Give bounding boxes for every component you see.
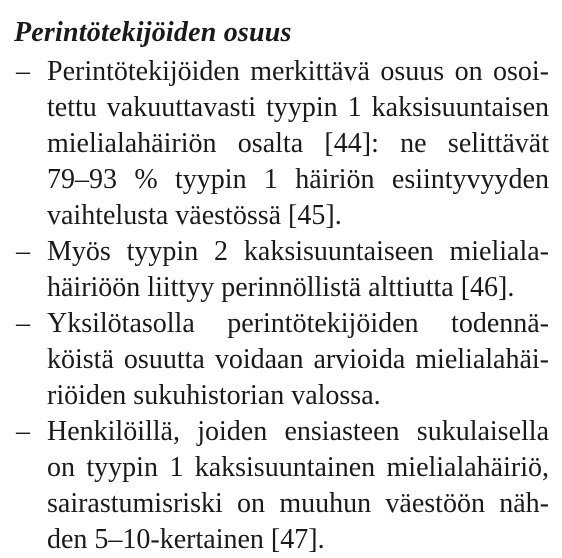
dash-bullet-icon: – — [16, 56, 30, 87]
list-item — [14, 414, 549, 558]
list-item — [14, 54, 549, 234]
text-line: sairastumisriski on muuhun väestöön näh- — [47, 488, 549, 519]
dash-bullet-icon: – — [16, 416, 30, 447]
list-item-text — [47, 54, 549, 234]
text-line: Myös tyypin 2 kaksisuuntaiseen mieliala- — [47, 236, 549, 267]
text-line: mielialahäiriön osalta [44]: ne selittävät — [47, 128, 549, 159]
text-line: köistä osuutta voidaan arvioida mielialahäi- — [47, 344, 549, 375]
text-line: tettu vakuuttavasti tyypin 1 kaksisuuntaisen — [47, 92, 549, 123]
text-line: häiriöön liittyy perinnöllistä alttiutta [46]. — [47, 272, 515, 303]
document-page — [14, 14, 549, 558]
text-line: den 5–10-kertainen [47]. — [47, 524, 325, 555]
text-line: Perintötekijöiden merkittävä osuus on osoi- — [47, 56, 549, 87]
text-line: on tyypin 1 kaksisuuntainen mielialahäiriö, — [47, 452, 549, 483]
section-heading: Perintötekijöiden osuus — [14, 17, 292, 48]
bullet-list — [14, 54, 549, 558]
text-line: 79–93 % tyypin 1 häiriön esiintyvyyden — [47, 164, 549, 195]
list-item — [14, 306, 549, 414]
list-item — [14, 234, 549, 306]
list-item-text — [47, 306, 549, 414]
dash-bullet-icon: – — [16, 236, 30, 267]
text-line: vaihtelusta väestössä [45]. — [47, 200, 342, 231]
text-line: Henkilöillä, joiden ensiasteen sukulaisella — [47, 416, 549, 447]
list-item-text — [47, 414, 549, 558]
dash-bullet-icon: – — [16, 308, 30, 339]
list-item-text — [47, 234, 549, 306]
text-line: Yksilötasolla perintötekijöiden todennä- — [47, 308, 549, 339]
text-line: riöiden sukuhistorian valossa. — [47, 380, 381, 411]
